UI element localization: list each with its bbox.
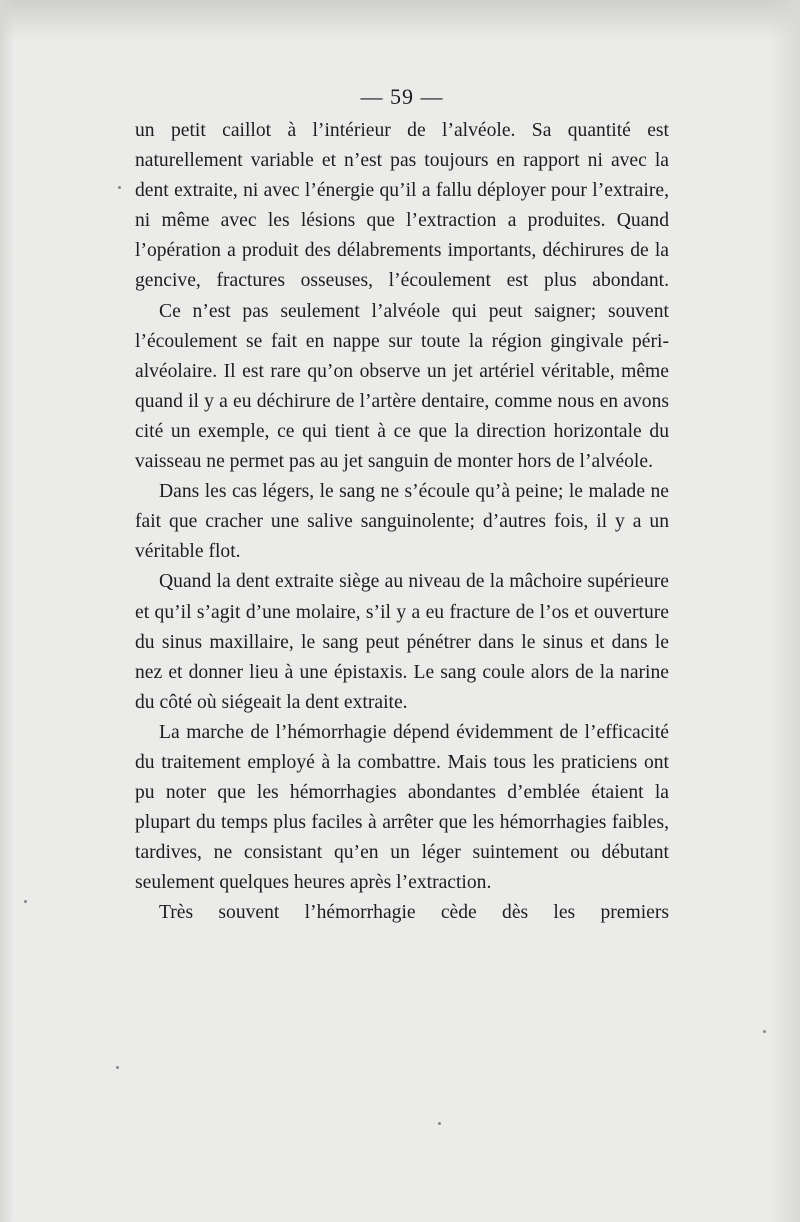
paragraph-1: un petit caillot à l’intérieur de l’alvéole. Sa quantité est naturellement variable et n’est pas toujours en rapport ni avec la dent extraite, ni avec l’énergie qu’il a fallu déployer pour l’extraire, ni même avec les lésions que l’extraction a produites. Quand l’opération a produit des délabrements importants, déchirures de la gencive, fractures osseuses, l’écoulement est plus abondant.: [135, 120, 669, 292]
paragraph-3: Dans les cas légers, le sang ne s’écoule qu’à peine; le malade ne fait que cracher une salive sanguinolente; d’autres fois, il y a un véritable flot.: [135, 481, 669, 563]
scan-shadow-right: [770, 0, 800, 1222]
scan-speck: [438, 1122, 441, 1125]
scan-speck: [763, 1030, 766, 1033]
paragraph-2: Ce n’est pas seulement l’alvéole qui peut saigner; souvent l’écoulement se fait en nappe sur toute la région gingivale péri-alvéolaire. Il est rare qu’on observe un jet artériel véritable, même quand il y a eu déchirure de l’artère dentaire, comme nous en avons cité un exemple, ce qui tient à ce que la direction horizontale du vaisseau ne permet pas au jet sanguin de monter hors de l’alvéole.: [135, 300, 669, 473]
scan-shadow-left: [0, 0, 14, 1222]
paragraph-4: Quand la dent extraite siège au niveau de la mâchoire supérieure et qu’il s’agit d’une molaire, s’il y a eu fracture de l’os et ouverture du sinus maxillaire, le sang peut pénétrer dans le sinus et dans le nez et donner lieu à une épistaxis. Le sang coule alors de la narine du côté où siégeait la dent extraite.: [135, 571, 669, 713]
scan-speck: [24, 900, 27, 903]
paragraph-5: La marche de l’hémorrhagie dépend évidemment de l’efficacité du traitement employé à la combattre. Mais tous les praticiens ont pu noter que les hémorrhagies abondantes d’emblée étaient la plupart du temps plus faciles à arrêter que les hémorrhagies faibles, tardives, ne consistant qu’en un léger suintement ou débutant seulement quelques heures après l’extraction.: [135, 721, 669, 894]
scan-speck: [116, 1066, 119, 1069]
page-number: — 59 —: [360, 84, 444, 109]
scan-speck: [118, 186, 121, 189]
scan-shadow-top: [0, 0, 800, 40]
book-page: [135, 82, 669, 929]
paragraph-6: Très souvent l’hémorrhagie cède dès les premiers: [159, 902, 669, 924]
